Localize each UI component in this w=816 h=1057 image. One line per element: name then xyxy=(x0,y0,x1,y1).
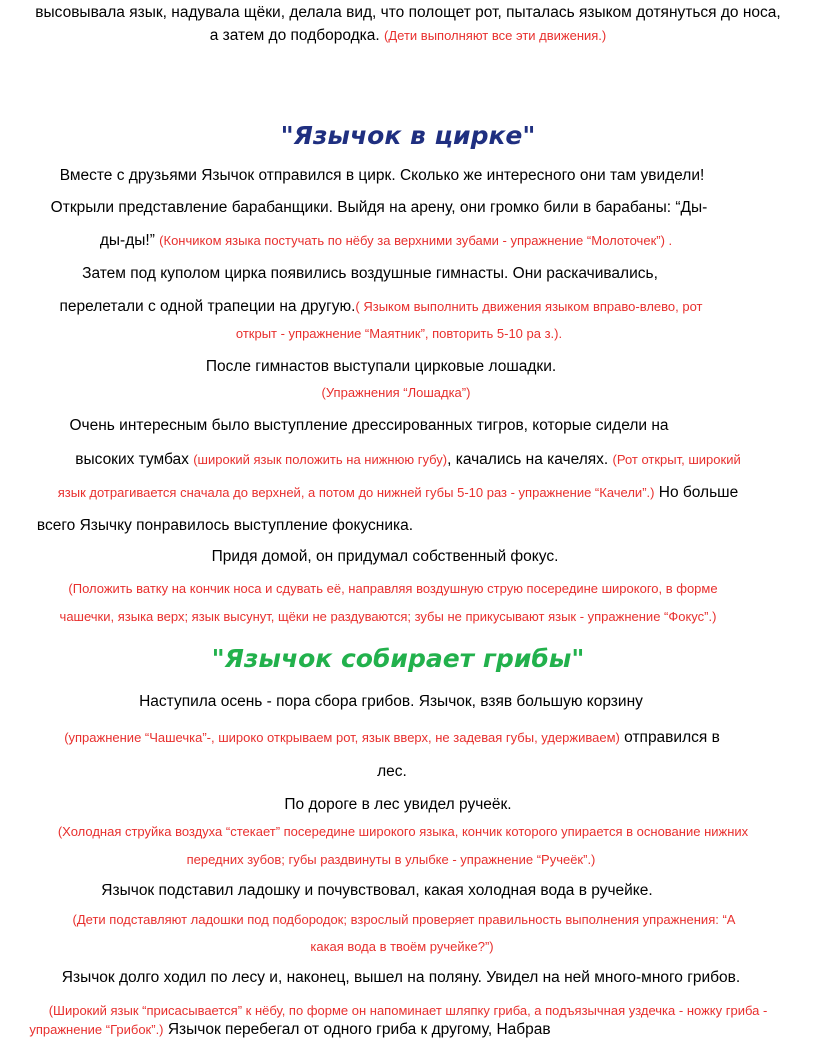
story-text: Наступила осень - пора сбора грибов. Язычок, взяв большую корзину xyxy=(139,693,643,710)
exercise-note: передних зубов; губы раздвинуты в улыбке - упражнение “Ручеёк”.) xyxy=(186,852,596,867)
paragraph-line xyxy=(0,26,816,46)
exercise-note: открыт - упражнение “Маятник”, повторить 5-10 ра з.). xyxy=(235,326,563,341)
paragraph-line xyxy=(0,416,777,436)
paragraph-line xyxy=(0,3,816,23)
exercise-note: (Дети подставляют ладошки под подбородок; взрослый проверяет правильность выполнения упражнения: “А xyxy=(72,912,736,927)
paragraph-line xyxy=(0,483,806,503)
exercise-note: (Рот открыт, широкий xyxy=(612,452,741,467)
story-text: ды-ды!” xyxy=(99,232,160,249)
paragraph-line xyxy=(0,547,793,567)
exercise-note: (Кончиком языка постучать по нёбу за верхними зубами - упражнение “Молоточек”) . xyxy=(159,233,673,248)
exercise-note: (упражнение “Чашечка”-, широко открываем рот, язык вверх, не задевая губы, удерживаем) xyxy=(64,730,620,745)
paragraph-line xyxy=(0,297,789,317)
paragraph-line xyxy=(0,728,800,748)
exercise-note: чашечки, языка верх; язык высунут, щёки не раздуваются; зубы не прикусывают язык - упражнение “Фокус”.) xyxy=(59,609,717,624)
exercise-note: (Широкий язык “присасывается” к нёбу, по форме он напоминает шляпку гриба, а подъязычная уздечка - ножку гриба - xyxy=(48,1003,768,1018)
paragraph-line xyxy=(0,795,806,815)
story-text: Открыли представление барабанщики. Выйдя на арену, они громко били в барабаны: “Ды- xyxy=(50,199,708,216)
story-text: Затем под куполом цирка появились воздушные гимнасты. Они раскачивались, xyxy=(82,265,658,282)
exercise-note: ( Языком выполнить движения языком вправо-влево, рот xyxy=(355,299,703,314)
paragraph-line xyxy=(0,450,816,470)
story-text: , качались на качелях. xyxy=(447,451,613,468)
paragraph-line xyxy=(0,231,794,251)
exercise-note: (широкий язык положить на нижнюю губу) xyxy=(193,452,448,467)
paragraph-line xyxy=(0,762,800,782)
story-text: перелетали с одной трапеции на другую. xyxy=(59,298,356,315)
story-text: Но больше xyxy=(654,484,739,501)
exercise-note: упражнение “Грибок”.) xyxy=(29,1022,164,1037)
story-text: отправился в xyxy=(619,729,720,746)
paragraph-line xyxy=(0,1020,698,1040)
story-text: лес. xyxy=(377,763,407,780)
exercise-note: (Холодная струйка воздуха “стекает” посередине широкого языка, кончик которого упирается в основание нижних xyxy=(57,824,749,839)
story-text: высоких тумбах xyxy=(75,451,194,468)
exercise-note: (Положить ватку на кончик носа и сдувать её, направляя воздушную струю посередине широкого, в форме xyxy=(68,581,718,596)
section-title-circus: "Язычок в цирке" xyxy=(280,121,536,150)
paragraph-line xyxy=(0,198,787,218)
paragraph-line xyxy=(0,516,633,536)
paragraph-line xyxy=(0,968,809,988)
paragraph-line xyxy=(0,357,789,377)
exercise-note: (Дети выполняют все эти движения.) xyxy=(384,28,607,43)
story-text: Вместе с друзьями Язычок отправился в цирк. Сколько же интересного они там увидели! xyxy=(59,167,705,184)
story-text: высовывала язык, надувала щёки, делала вид, что полощет рот, пыталась языком дотянуться до носа, xyxy=(35,4,781,21)
story-text: всего Язычку понравилось выступление фокусника. xyxy=(36,517,414,534)
exercise-note: (Упражнения “Лошадка”) xyxy=(321,385,471,400)
paragraph-line xyxy=(0,881,785,901)
paragraph-line xyxy=(0,692,799,712)
story-text: После гимнастов выступали цирковые лошадки. xyxy=(205,358,557,375)
story-text: Язычок подставил ладошку и почувствовал, какая холодная вода в ручейке. xyxy=(101,882,653,899)
story-text: а затем до подбородка. xyxy=(209,27,385,44)
exercise-note: язык дотрагивается сначала до верхней, а потом до нижней губы 5-10 раз - упражнение “Качели”.) xyxy=(57,485,655,500)
exercise-note: какая вода в твоём ручейке?”) xyxy=(310,939,494,954)
story-text: По дороге в лес увидел ручеёк. xyxy=(284,796,512,813)
paragraph-line xyxy=(0,264,778,284)
story-text: Язычок перебегал от одного гриба к другому, Набрав xyxy=(163,1021,551,1038)
story-text: Очень интересным было выступление дрессированных тигров, которые сидели на xyxy=(69,417,669,434)
story-text: Язычок долго ходил по лесу и, наконец, вышел на поляну. Увидел на ней много-много грибов. xyxy=(61,969,741,986)
story-text: Придя домой, он придумал собственный фокус. xyxy=(211,548,559,565)
paragraph-line xyxy=(0,166,790,186)
section-title-mushrooms: "Язычок собирает грибы" xyxy=(211,644,585,673)
